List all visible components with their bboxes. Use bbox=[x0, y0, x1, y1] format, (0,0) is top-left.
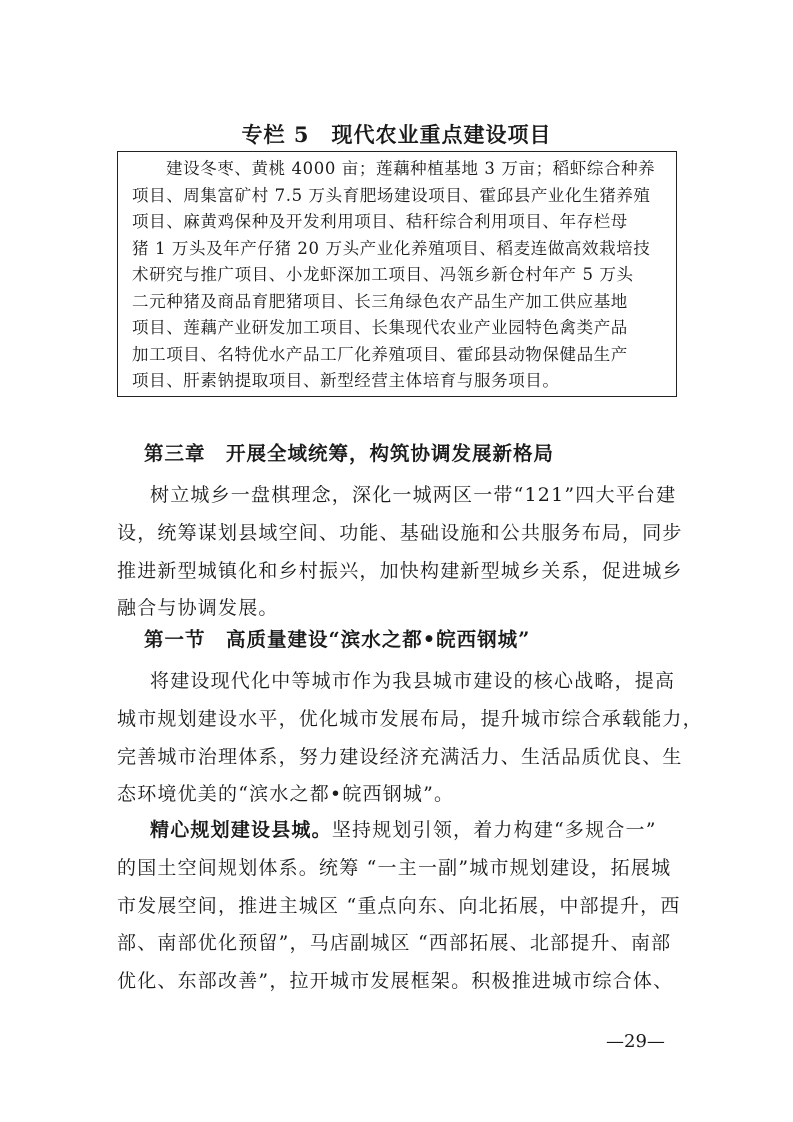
box-line: 术研究与推广项目、小龙虾深加工项目、冯瓴乡新仓村年产 5 万头 bbox=[132, 265, 634, 284]
paragraph-line: 市发展空间，推进主城区 “重点向东、向北拓展，中部提升，西 bbox=[117, 894, 681, 917]
paragraph-line: 部、南部优化预留”，马店副城区 “西部拓展、北部提升、南部 bbox=[117, 932, 672, 955]
paragraph-line: 推进新型城镇化和乡村振兴，加快构建新型城乡关系，促进城乡 bbox=[117, 559, 683, 582]
paragraph-line: 融合与协调发展。 bbox=[117, 597, 279, 620]
box-line: 项目、周集富矿村 7.5 万头育肥场建设项目、霍邱县产业化生猪养殖 bbox=[132, 185, 651, 205]
paragraph-line: 将建设现代化中等城市作为我县城市建设的核心战略，提高 bbox=[150, 670, 676, 692]
planning-paragraph bbox=[117, 812, 697, 1001]
paragraph-line: 优化、东部改善”，拉开城市发展框架。积极推进城市综合体、 bbox=[117, 970, 674, 993]
paragraph-line: 树立城乡一盘棋理念，深化一城两区一带“121”四大平台建 bbox=[150, 484, 677, 506]
box-line: 加工项目、名特优水产品工厂化养殖项目、霍邱县动物保健品生产 bbox=[132, 344, 628, 364]
paragraph-line: 的国土空间规划体系。统筹 “一主一副”城市规划建设，拓展城 bbox=[117, 856, 672, 879]
box-line: 猪 1 万头及年产仔猪 20 万头产业化养殖项目、稻麦连做高效栽培技 bbox=[132, 238, 651, 258]
project-box bbox=[117, 151, 677, 397]
section-paragraph bbox=[117, 663, 703, 814]
page-number: —29— bbox=[606, 1031, 665, 1052]
planning-first-line-text: 坚持规划引领，着力构建“多规合一” bbox=[331, 819, 657, 841]
chapter-heading: 第三章 开展全域统筹，构筑协调发展新格局 bbox=[144, 442, 555, 465]
box-line: 项目、麻黄鸡保种及开发利用项目、秸秆综合利用项目、年存栏母 bbox=[132, 212, 628, 231]
box-title: 专栏 5 现代农业重点建设项目 bbox=[241, 122, 552, 147]
box-line: 二元种猪及商品育肥猪项目、长三角绿色农产品生产加工供应基地 bbox=[132, 291, 628, 311]
paragraph-line: 城市规划建设水平，优化城市发展布局，提升城市综合承载能力， bbox=[117, 707, 703, 730]
paragraph-line: 态环境优美的“滨水之都•皖西钢城”。 bbox=[117, 783, 455, 806]
paragraph-line: 设，统筹谋划县域空间、功能、基础设施和公共服务布局，同步 bbox=[117, 521, 683, 544]
box-line: 项目、肝素钠提取项目、新型经营主体培育与服务项目。 bbox=[132, 371, 560, 390]
paragraph-line: 完善城市治理体系，努力建设经济充满活力、生活品质优良、生 bbox=[117, 745, 683, 768]
box-line: 项目、莲藕产业研发加工项目、长集现代农业产业园特色禽类产品 bbox=[132, 318, 628, 337]
box-line: 建设冬枣、黄桃 4000 亩；莲藕种植基地 3 万亩；稻虾综合种养 bbox=[166, 159, 656, 178]
paragraph-line bbox=[117, 812, 697, 850]
chapter-paragraph bbox=[117, 477, 697, 628]
section-heading: 第一节 高质量建设“滨水之都•皖西钢城” bbox=[144, 628, 531, 651]
planning-lead: 精心规划建设县城。 bbox=[150, 819, 332, 841]
